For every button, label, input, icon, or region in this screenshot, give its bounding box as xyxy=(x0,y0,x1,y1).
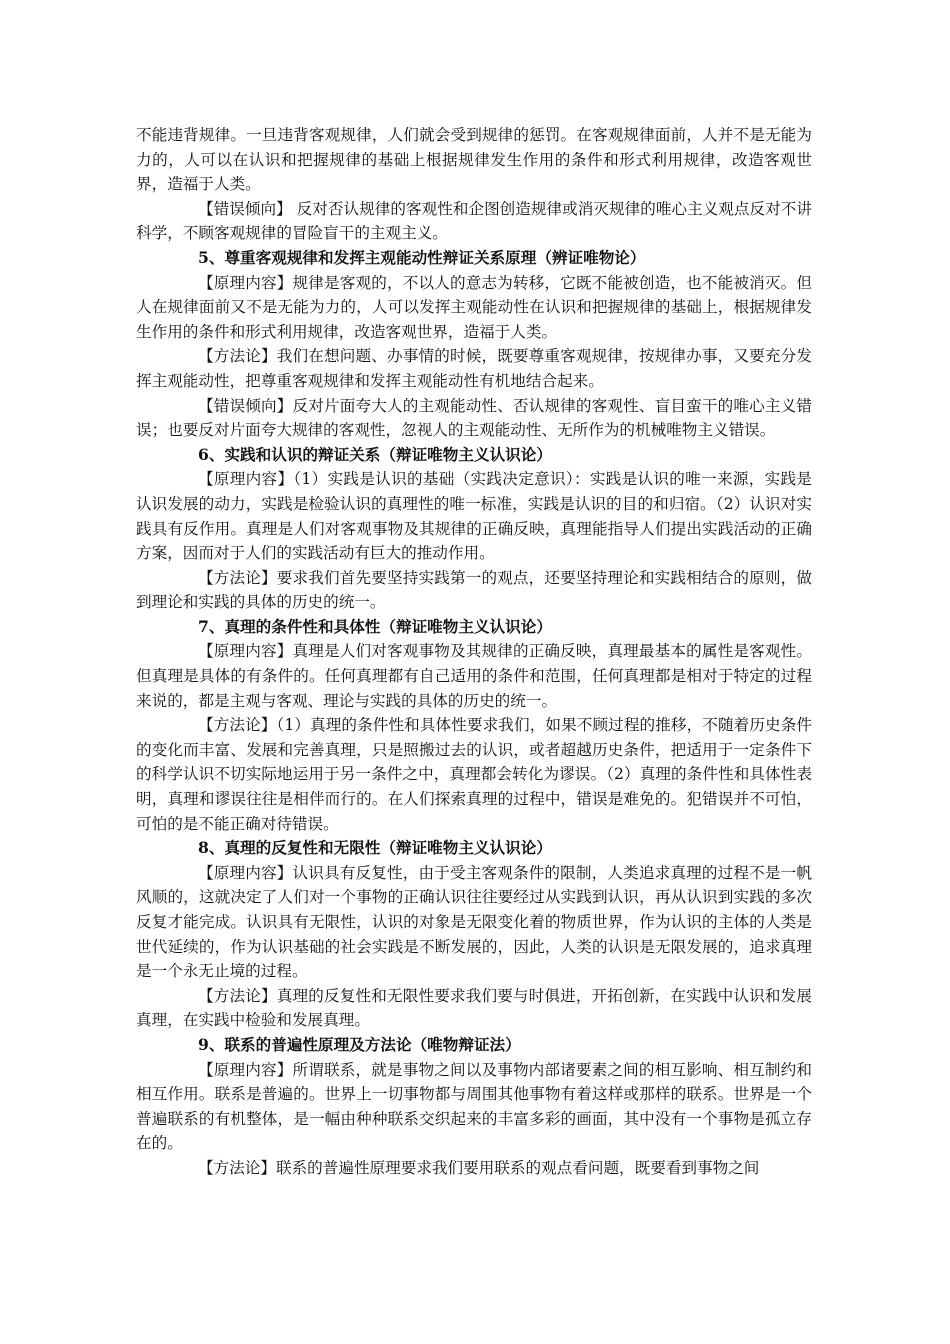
paragraph-text: 要求我们首先要坚持实践第一的观点，还要坚持理论和实践相结合的原则，做到理论和实践的具体的历史的统一。 xyxy=(136,568,812,612)
paragraph-tag: 【原理内容】 xyxy=(198,642,293,661)
section-heading: 9、联系的普遍性原理及方法论（唯物辩证法） xyxy=(198,1034,521,1054)
paragraph-tag: 【方法论】 xyxy=(198,568,277,587)
section-paragraph xyxy=(136,394,812,443)
paragraph-text: 联系的普遍性原理要求我们要用联系的观点看问题，既要看到事物之间 xyxy=(275,1158,760,1177)
section-heading: 8、真理的反复性和无限性（辩证唯物主义认识论） xyxy=(198,838,552,858)
section-heading: 6、实践和认识的辩证关系（辩证唯物主义认识论） xyxy=(198,444,552,464)
intro-paragraph xyxy=(136,123,812,197)
intro-error-paragraph xyxy=(136,197,812,246)
paragraph-tag: 【方法论】 xyxy=(198,347,277,366)
section-paragraph xyxy=(136,984,812,1033)
document-page xyxy=(136,123,812,1181)
paragraph-tag: 【错误倾向】 xyxy=(198,396,293,415)
paragraph-tag: 【方法论】 xyxy=(198,1158,276,1177)
paragraph-tag: 【原理内容】 xyxy=(198,470,294,489)
paragraph-text: 所谓联系，就是事物之间以及事物内部诸要素之间的相互影响、相互制约和相互作用。联系是普遍的。世界上一切事物都与周围其他事物有着这样或那样的联系。世界是一个普遍联系的有机整体，是一幅由种种联系交织起来的丰富多彩的画面，其中没有一个事物是孤立存在的。 xyxy=(136,1060,812,1153)
section-paragraph xyxy=(136,467,812,565)
section-paragraph xyxy=(136,713,812,836)
section-paragraph xyxy=(136,1156,812,1181)
paragraph-tag: 【原理内容】 xyxy=(198,273,293,292)
section-paragraph xyxy=(136,344,812,393)
section-paragraph xyxy=(136,861,812,984)
paragraph-text: 规律是客观的，不以人的意志为转移，它既不能被创造，也不能被消灭。但人在规律面前又不是无能为力的，人可以发挥主观能动性在认识和把握规律的基础上，根据规律发生作用的条件和形式利用规律，改造客观世界，造福于人类。 xyxy=(136,273,812,341)
section-heading: 5、尊重客观规律和发挥主观能动性辩证关系原理（辨证唯物论） xyxy=(198,247,646,267)
section-paragraph xyxy=(136,639,812,713)
paragraph-text: （1）实践是认识的基础（实践决定意识）：实践是认识的唯一来源，实践是认识发展的动力，实践是检验认识的真理性的唯一标准，实践是认识的目的和归宿。（2）认识对实践具有反作用。真理是人们对客观事物及其规律的正确反映，真理能指导人们提出实践活动的正确方案，因而对于人们的实践活动有巨大的推动作用。 xyxy=(136,470,812,563)
paragraph-text: 反对否认规律的客观性和企图创造规律或消灭规律的唯心主义观点反对不讲科学，不顾客观规律的冒险盲干的主观主义。 xyxy=(136,199,812,243)
paragraph-tag: 【错误倾向】 xyxy=(198,199,292,218)
paragraph-text: 真理是人们对客观事物及其规律的正确反映，真理最基本的属性是客观性。但真理是具体的有条件的。任何真理都有自己适用的条件和范围，任何真理都是相对于特定的过程来说的，都是主观与客观、理论与实践的具体的历史的统一。 xyxy=(136,642,812,710)
paragraph-text: 反对片面夸大人的主观能动性、否认规律的客观性、盲目蛮干的唯心主义错误；也要反对片面夸大规律的客观性，忽视人的主观能动性、无所作为的机械唯物主义错误。 xyxy=(136,396,812,440)
section-paragraph xyxy=(136,271,812,345)
paragraph-tag: 【方法论】 xyxy=(198,716,277,735)
paragraph-text: 认识具有反复性，由于受主客观条件的限制，人类追求真理的过程不是一帆风顺的，这就决定了人们对一个事物的正确认识往往要经过从实践到认识，再从认识到实践的多次反复才能完成。认识具有无限性，认识的对象是无限变化着的物质世界，作为认识的主体的人类是世代延续的，作为认识基础的社会实践是不断发展的，因此，人类的认识是无限发展的，追求真理是一个永无止境的过程。 xyxy=(136,863,812,981)
paragraph-tag: 【方法论】 xyxy=(198,986,277,1005)
paragraph-tag: 【原理内容】 xyxy=(198,863,293,882)
paragraph-text: 真理的反复性和无限性要求我们要与时俱进，开拓创新，在实践中认识和发展真理，在实践中检验和发展真理。 xyxy=(136,986,812,1030)
paragraph-text: （1）真理的条件性和具体性要求我们，如果不顾过程的推移，不随着历史条件的变化而丰富、发展和完善真理，只是照搬过去的认识，或者超越历史条件，把适用于一定条件下的科学认识不切实际地运用于另一条件之中，真理都会转化为谬误。（2）真理的条件性和具体性表明，真理和谬误往往是相伴而行的。在人们探索真理的过程中，错误是难免的。犯错误并不可怕，可怕的是不能正确对待错误。 xyxy=(136,716,812,833)
section-paragraph xyxy=(136,566,812,615)
paragraph-tag: 【原理内容】 xyxy=(198,1060,293,1079)
section-paragraph xyxy=(136,1058,812,1156)
section-heading: 7、真理的条件性和具体性（辩证唯物主义认识论） xyxy=(198,616,552,636)
paragraph-text: 我们在想问题、办事情的时候，既要尊重客观规律，按规律办事，又要充分发挥主观能动性，把尊重客观规律和发挥主观能动性有机地结合起来。 xyxy=(136,347,812,390)
paragraph-text: 不能违背规律。一旦违背客观规律，人们就会受到规律的惩罚。在客观规律面前，人并不是无能为力的，人可以在认识和把握规律的基础上根据规律发生作用的条件和形式利用规律，改造客观世界，造福于人类。 xyxy=(136,126,812,194)
